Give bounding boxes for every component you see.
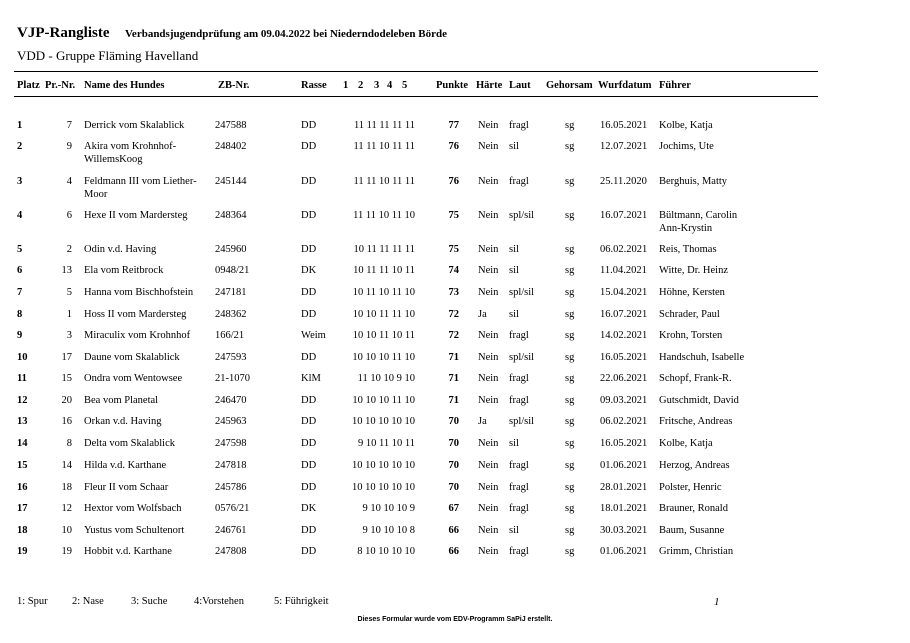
cell-name: Derrick vom Skalablick xyxy=(84,120,185,131)
cell-fuehrer: Gutschmidt, David xyxy=(659,395,739,406)
cell-wurfdatum: 01.06.2021 xyxy=(600,460,648,471)
cell-fuehrer: Bültmann, Carolin xyxy=(659,210,738,221)
exam-subtitle: Verbandsjugendprüfung am 09.04.2022 bei Niederndodeleben Börde xyxy=(125,28,447,40)
col-zb: ZB-Nr. xyxy=(218,80,250,91)
col-wurfdatum: Wurfdatum xyxy=(598,80,652,91)
cell-name: Feldmann III vom Liether- xyxy=(84,176,197,187)
cell-wurfdatum: 12.07.2021 xyxy=(600,141,648,152)
cell-scores: 8 10 10 10 10 xyxy=(357,546,415,557)
col-score-3: 3 xyxy=(374,80,380,91)
cell-platz: 7 xyxy=(17,287,23,298)
ranking-title: VJP-Rangliste xyxy=(17,25,110,41)
cell-prnr: 5 xyxy=(66,287,72,298)
cell-fuehrer: Grimm, Christian xyxy=(659,546,734,557)
cell-punkte: 70 xyxy=(448,416,459,427)
cell-name: Akira vom Krohnhof- xyxy=(84,141,177,152)
cell-gehorsam: sg xyxy=(565,482,575,493)
cell-wurfdatum: 28.01.2021 xyxy=(600,482,648,493)
cell-fuehrer: Jochims, Ute xyxy=(659,141,714,152)
cell-scores: 9 10 10 10 9 xyxy=(362,503,415,514)
cell-laut: fragl xyxy=(509,482,529,493)
cell-gehorsam: sg xyxy=(565,176,575,187)
cell-zb: 247818 xyxy=(215,460,247,471)
cell-fuehrer: Reis, Thomas xyxy=(659,244,717,255)
cell-zb: 247598 xyxy=(215,438,247,449)
cell-platz: 16 xyxy=(17,482,28,493)
cell-zb: 247593 xyxy=(215,352,247,363)
cell-rasse: DD xyxy=(301,525,317,536)
legend-item-fuehrigkeit: 5: Führigkeit xyxy=(274,596,329,607)
cell-punkte: 66 xyxy=(448,546,459,557)
cell-rasse: DD xyxy=(301,460,317,471)
cell-haerte: Nein xyxy=(478,120,499,131)
cell-wurfdatum: 16.07.2021 xyxy=(600,309,648,320)
cell-punkte: 75 xyxy=(448,244,459,255)
cell-laut: fragl xyxy=(509,330,529,341)
cell-platz: 4 xyxy=(17,210,23,221)
cell-punkte: 66 xyxy=(448,525,459,536)
cell-haerte: Nein xyxy=(478,287,499,298)
cell-wurfdatum: 15.04.2021 xyxy=(600,287,648,298)
cell-gehorsam: sg xyxy=(565,546,575,557)
cell-name: Odin v.d. Having xyxy=(84,244,157,255)
cell-fuehrer: Fritsche, Andreas xyxy=(659,416,733,427)
cell-prnr: 7 xyxy=(66,120,72,131)
cell-scores: 10 10 11 11 10 xyxy=(352,309,415,320)
cell-laut: fragl xyxy=(509,395,529,406)
cell-name: Hobbit v.d. Karthane xyxy=(84,546,172,557)
cell-prnr: 2 xyxy=(66,244,72,255)
cell-prnr: 10 xyxy=(61,525,72,536)
cell-haerte: Nein xyxy=(478,244,499,255)
cell-scores: 9 10 11 10 11 xyxy=(358,438,415,449)
cell-scores: 10 11 11 10 11 xyxy=(353,265,415,276)
cell-platz: 19 xyxy=(17,546,28,557)
cell-platz: 5 xyxy=(17,244,23,255)
cell-fuehrer: Höhne, Kersten xyxy=(659,287,725,298)
cell-name: Delta vom Skalablick xyxy=(84,438,175,449)
cell-scores: 9 10 10 10 8 xyxy=(362,525,415,536)
cell-zb: 245786 xyxy=(215,482,247,493)
cell-wurfdatum: 22.06.2021 xyxy=(600,373,648,384)
cell-wurfdatum: 16.05.2021 xyxy=(600,438,648,449)
cell-fuehrer: Handschuh, Isabelle xyxy=(659,352,745,363)
cell-scores: 10 10 10 11 10 xyxy=(352,395,415,406)
cell-prnr: 9 xyxy=(66,141,72,152)
cell-fuehrer: Krohn, Torsten xyxy=(659,330,723,341)
cell-scores: 10 11 11 11 11 xyxy=(353,244,415,255)
cell-punkte: 72 xyxy=(448,309,459,320)
cell-laut: spl/sil xyxy=(509,352,535,363)
cell-prnr: 8 xyxy=(66,438,72,449)
cell-name: Yustus vom Schultenort xyxy=(84,525,185,536)
cell-name: Fleur II vom Schaar xyxy=(84,482,169,493)
cell-prnr: 18 xyxy=(61,482,72,493)
cell-rasse: DD xyxy=(301,244,317,255)
cell-prnr: 12 xyxy=(61,503,72,514)
cell-haerte: Nein xyxy=(478,460,499,471)
cell-punkte: 70 xyxy=(448,438,459,449)
cell-gehorsam: sg xyxy=(565,460,575,471)
cell-name-continued: WillemsKoog xyxy=(84,154,143,165)
cell-scores: 11 11 10 11 11 xyxy=(353,176,415,187)
legend-item-suche: 3: Suche xyxy=(131,596,168,607)
cell-haerte: Ja xyxy=(478,309,487,320)
cell-name: Hoss II vom Mardersteg xyxy=(84,309,187,320)
cell-name: Hilda v.d. Karthane xyxy=(84,460,167,471)
cell-laut: sil xyxy=(509,244,519,255)
cell-fuehrer-continued: Ann-Krystin xyxy=(659,223,713,234)
legend-item-spur: 1: Spur xyxy=(17,596,48,607)
cell-gehorsam: sg xyxy=(565,330,575,341)
cell-platz: 8 xyxy=(17,309,23,320)
cell-punkte: 70 xyxy=(448,482,459,493)
cell-punkte: 71 xyxy=(448,352,459,363)
legend-item-nase: 2: Nase xyxy=(72,596,104,607)
cell-zb: 21-1070 xyxy=(215,373,250,384)
cell-laut: spl/sil xyxy=(509,416,535,427)
cell-punkte: 73 xyxy=(448,287,459,298)
page-number: 1 xyxy=(714,596,720,608)
cell-zb: 245144 xyxy=(215,176,247,187)
cell-haerte: Nein xyxy=(478,395,499,406)
cell-platz: 3 xyxy=(17,176,23,187)
cell-wurfdatum: 06.02.2021 xyxy=(600,416,648,427)
col-punkte: Punkte xyxy=(436,80,469,91)
cell-rasse: DD xyxy=(301,141,317,152)
cell-gehorsam: sg xyxy=(565,287,575,298)
cell-platz: 2 xyxy=(17,141,23,152)
group-name: VDD - Gruppe Fläming Havelland xyxy=(17,48,199,63)
cell-scores: 10 10 10 10 10 xyxy=(352,482,415,493)
cell-rasse: DD xyxy=(301,416,317,427)
cell-laut: sil xyxy=(509,525,519,536)
cell-fuehrer: Herzog, Andreas xyxy=(659,460,730,471)
cell-laut: fragl xyxy=(509,460,529,471)
cell-zb: 246470 xyxy=(215,395,247,406)
cell-gehorsam: sg xyxy=(565,395,575,406)
cell-name: Hanna vom Bischhofstein xyxy=(84,287,194,298)
cell-scores: 10 10 10 10 10 xyxy=(352,460,415,471)
cell-scores: 11 11 10 11 11 xyxy=(353,141,415,152)
cell-punkte: 76 xyxy=(448,176,459,187)
cell-name: Ondra vom Wentowsee xyxy=(84,373,183,384)
cell-gehorsam: sg xyxy=(565,141,575,152)
cell-gehorsam: sg xyxy=(565,265,575,276)
cell-name-continued: Moor xyxy=(84,189,108,200)
cell-name: Daune vom Skalablick xyxy=(84,352,180,363)
cell-zb: 248402 xyxy=(215,141,247,152)
cell-wurfdatum: 16.05.2021 xyxy=(600,120,648,131)
cell-gehorsam: sg xyxy=(565,438,575,449)
cell-name: Hexe II vom Mardersteg xyxy=(84,210,188,221)
cell-zb: 166/21 xyxy=(215,330,245,341)
cell-gehorsam: sg xyxy=(565,503,575,514)
cell-wurfdatum: 25.11.2020 xyxy=(600,176,647,187)
cell-wurfdatum: 30.03.2021 xyxy=(600,525,648,536)
cell-rasse: DD xyxy=(301,546,317,557)
cell-scores: 11 11 10 11 10 xyxy=(353,210,415,221)
cell-punkte: 71 xyxy=(448,373,459,384)
cell-fuehrer: Brauner, Ronald xyxy=(659,503,728,514)
cell-laut: sil xyxy=(509,265,519,276)
cell-platz: 1 xyxy=(17,120,23,131)
legend-item-vorstehen: 4:Vorstehen xyxy=(194,596,244,607)
cell-fuehrer: Kolbe, Katja xyxy=(659,120,713,131)
cell-fuehrer: Witte, Dr. Heinz xyxy=(659,265,728,276)
cell-platz: 15 xyxy=(17,460,28,471)
cell-rasse: DD xyxy=(301,176,317,187)
col-name: Name des Hundes xyxy=(84,80,165,91)
cell-name: Bea vom Planetal xyxy=(84,395,159,406)
cell-gehorsam: sg xyxy=(565,416,575,427)
cell-punkte: 76 xyxy=(448,141,459,152)
cell-prnr: 3 xyxy=(66,330,72,341)
col-score-5: 5 xyxy=(402,80,408,91)
cell-scores: 10 10 11 10 11 xyxy=(352,330,415,341)
cell-gehorsam: sg xyxy=(565,373,575,384)
cell-wurfdatum: 01.06.2021 xyxy=(600,546,648,557)
cell-haerte: Nein xyxy=(478,265,499,276)
cell-laut: fragl xyxy=(509,546,529,557)
cell-fuehrer: Berghuis, Matty xyxy=(659,176,728,187)
cell-haerte: Nein xyxy=(478,525,499,536)
cell-scores: 10 10 10 11 10 xyxy=(352,352,415,363)
cell-prnr: 14 xyxy=(61,460,72,471)
cell-haerte: Nein xyxy=(478,373,499,384)
cell-haerte: Nein xyxy=(478,330,499,341)
cell-fuehrer: Kolbe, Katja xyxy=(659,438,713,449)
cell-haerte: Nein xyxy=(478,482,499,493)
cell-rasse: Weim xyxy=(301,330,326,341)
cell-haerte: Nein xyxy=(478,546,499,557)
cell-laut: spl/sil xyxy=(509,287,535,298)
col-haerte: Härte xyxy=(476,80,503,91)
col-score-1: 1 xyxy=(343,80,349,91)
cell-platz: 6 xyxy=(17,265,23,276)
cell-platz: 12 xyxy=(17,395,28,406)
cell-prnr: 17 xyxy=(61,352,72,363)
cell-fuehrer: Polster, Henric xyxy=(659,482,722,493)
cell-scores: 11 11 11 11 11 xyxy=(353,120,415,131)
cell-gehorsam: sg xyxy=(565,525,575,536)
cell-rasse: DD xyxy=(301,438,317,449)
cell-haerte: Nein xyxy=(478,210,499,221)
cell-punkte: 70 xyxy=(448,460,459,471)
col-prnr: Pr.-Nr. xyxy=(45,80,76,91)
cell-haerte: Ja xyxy=(478,416,487,427)
footer-note: Dieses Formular wurde vom EDV-Programm SaPiJ erstellt. xyxy=(357,616,553,623)
cell-wurfdatum: 14.02.2021 xyxy=(600,330,648,341)
cell-prnr: 19 xyxy=(61,546,72,557)
cell-laut: sil xyxy=(509,309,519,320)
cell-rasse: DD xyxy=(301,287,317,298)
top-rule xyxy=(14,71,818,72)
cell-platz: 18 xyxy=(17,525,28,536)
cell-gehorsam: sg xyxy=(565,244,575,255)
cell-punkte: 74 xyxy=(448,265,459,276)
cell-haerte: Nein xyxy=(478,503,499,514)
cell-scores: 11 10 10 9 10 xyxy=(357,373,415,384)
cell-rasse: DD xyxy=(301,482,317,493)
cell-prnr: 16 xyxy=(61,416,72,427)
cell-punkte: 75 xyxy=(448,210,459,221)
cell-gehorsam: sg xyxy=(565,120,575,131)
cell-gehorsam: sg xyxy=(565,309,575,320)
cell-zb: 0948/21 xyxy=(215,265,250,276)
cell-prnr: 15 xyxy=(61,373,72,384)
cell-wurfdatum: 16.07.2021 xyxy=(600,210,648,221)
cell-haerte: Nein xyxy=(478,176,499,187)
cell-rasse: KlM xyxy=(301,373,321,384)
cell-rasse: DD xyxy=(301,309,317,320)
cell-platz: 9 xyxy=(17,330,23,341)
cell-rasse: DK xyxy=(301,265,317,276)
col-score-4: 4 xyxy=(387,80,393,91)
cell-laut: sil xyxy=(509,438,519,449)
cell-platz: 10 xyxy=(17,352,28,363)
cell-rasse: DK xyxy=(301,503,317,514)
cell-name: Hextor vom Wolfsbach xyxy=(84,503,182,514)
cell-platz: 14 xyxy=(17,438,28,449)
cell-prnr: 1 xyxy=(66,309,72,320)
cell-laut: fragl xyxy=(509,120,529,131)
cell-laut: fragl xyxy=(509,373,529,384)
cell-punkte: 77 xyxy=(448,120,459,131)
cell-prnr: 20 xyxy=(61,395,72,406)
col-score-2: 2 xyxy=(358,80,364,91)
cell-punkte: 67 xyxy=(448,503,459,514)
cell-zb: 246761 xyxy=(215,525,247,536)
cell-rasse: DD xyxy=(301,210,317,221)
cell-zb: 248362 xyxy=(215,309,247,320)
cell-zb: 245960 xyxy=(215,244,247,255)
cell-rasse: DD xyxy=(301,395,317,406)
cell-haerte: Nein xyxy=(478,141,499,152)
cell-gehorsam: sg xyxy=(565,210,575,221)
cell-zb: 247181 xyxy=(215,287,247,298)
cell-zb: 0576/21 xyxy=(215,503,250,514)
cell-wurfdatum: 18.01.2021 xyxy=(600,503,648,514)
cell-haerte: Nein xyxy=(478,438,499,449)
cell-laut: sil xyxy=(509,141,519,152)
cell-platz: 13 xyxy=(17,416,28,427)
cell-laut: fragl xyxy=(509,176,529,187)
cell-scores: 10 10 10 10 10 xyxy=(352,416,415,427)
cell-haerte: Nein xyxy=(478,352,499,363)
col-laut: Laut xyxy=(509,80,531,91)
col-gehorsam: Gehorsam xyxy=(546,80,593,91)
cell-wurfdatum: 11.04.2021 xyxy=(600,265,647,276)
col-rasse: Rasse xyxy=(301,80,327,91)
cell-wurfdatum: 06.02.2021 xyxy=(600,244,648,255)
cell-fuehrer: Schopf, Frank-R. xyxy=(659,373,732,384)
cell-platz: 17 xyxy=(17,503,28,514)
cell-wurfdatum: 09.03.2021 xyxy=(600,395,648,406)
cell-name: Miraculix vom Krohnhof xyxy=(84,330,191,341)
cell-platz: 11 xyxy=(17,373,27,384)
cell-name: Ela vom Reitbrock xyxy=(84,265,164,276)
cell-rasse: DD xyxy=(301,120,317,131)
cell-zb: 245963 xyxy=(215,416,247,427)
cell-wurfdatum: 16.05.2021 xyxy=(600,352,648,363)
cell-prnr: 13 xyxy=(61,265,72,276)
cell-rasse: DD xyxy=(301,352,317,363)
cell-fuehrer: Baum, Susanne xyxy=(659,525,725,536)
cell-punkte: 71 xyxy=(448,395,459,406)
cell-zb: 248364 xyxy=(215,210,247,221)
cell-laut: fragl xyxy=(509,503,529,514)
cell-zb: 247808 xyxy=(215,546,247,557)
cell-gehorsam: sg xyxy=(565,352,575,363)
col-fuehrer: Führer xyxy=(659,80,691,91)
cell-fuehrer: Schrader, Paul xyxy=(659,309,720,320)
cell-name: Orkan v.d. Having xyxy=(84,416,162,427)
cell-prnr: 4 xyxy=(66,176,72,187)
cell-laut: spl/sil xyxy=(509,210,535,221)
cell-scores: 10 11 10 11 10 xyxy=(352,287,415,298)
col-platz: Platz xyxy=(17,80,40,91)
cell-prnr: 6 xyxy=(66,210,72,221)
header-rule xyxy=(14,96,818,97)
cell-punkte: 72 xyxy=(448,330,459,341)
cell-zb: 247588 xyxy=(215,120,247,131)
